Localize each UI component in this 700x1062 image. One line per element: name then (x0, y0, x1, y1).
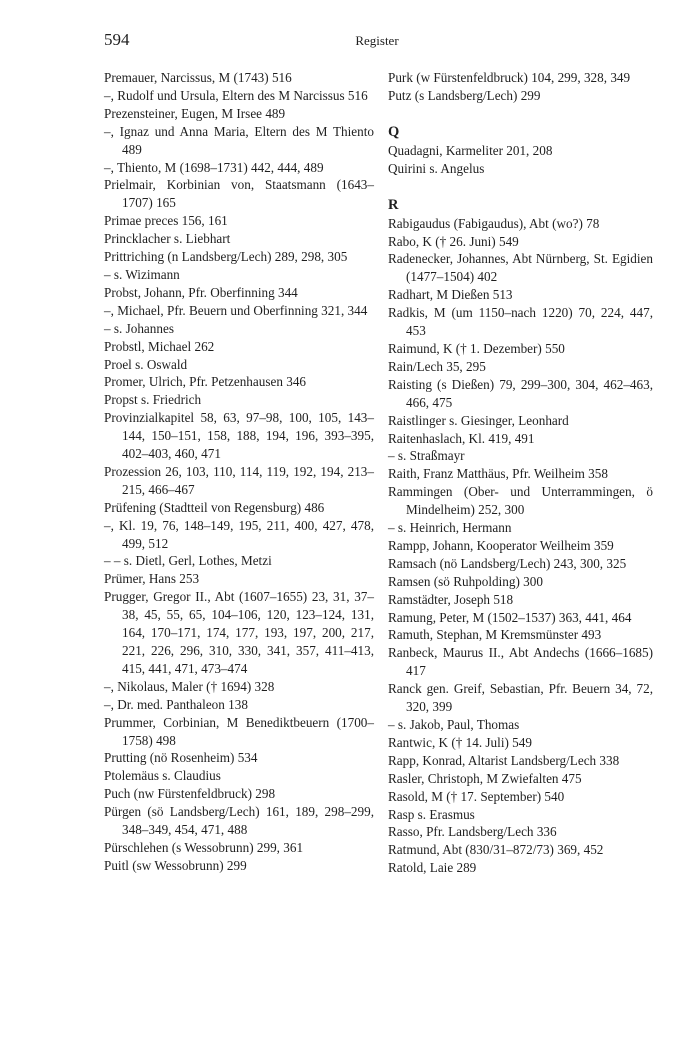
section-letter-q: Q (388, 123, 400, 140)
index-entry: Rasler, Christoph, M Zwiefalten 475 (388, 770, 582, 786)
index-entry: Rabigaudus (Fabigaudus), Abt (wo?) 78 (388, 215, 600, 231)
index-entry: – – s. Dietl, Gerl, Lothes, Metzi (104, 553, 272, 569)
page-header (104, 30, 650, 54)
right-column (388, 69, 653, 877)
index-entry: Radkis, M (um 1150–nach 1220) 70, 224, 447, 453 (388, 305, 653, 339)
index-entry: Provinzialkapitel 58, 63, 97–98, 100, 105, 143–144, 150–151, 158, 188, 194, 196, 393–395, 402–403, 460, 471 (104, 410, 374, 462)
index-entry: Princklacher s. Liebhart (104, 231, 231, 247)
index-entry: Raith, Franz Matthäus, Pfr. Weilheim 358 (388, 466, 608, 482)
index-entry: Propst s. Friedrich (104, 392, 202, 408)
index-entry: Purk (w Fürstenfeldbruck) 104, 299, 328, 349 (388, 70, 631, 85)
index-entry: Raisting (s Dießen) 79, 299–300, 304, 462–463, 466, 475 (388, 376, 653, 410)
index-entry: Ranck gen. Greif, Sebastian, Pfr. Beuern 34, 72, 320, 399 (388, 681, 653, 715)
index-entry: Radenecker, Johannes, Abt Nürnberg, St. Egidien (1477–1504) 402 (388, 251, 653, 285)
index-entry: Ramsach (nö Landsberg/Lech) 243, 300, 325 (388, 555, 627, 571)
index-entry: Rabo, K († 26. Juni) 549 (388, 233, 519, 249)
running-head: Register (355, 33, 399, 48)
index-entry: Prummer, Corbinian, M Benediktbeuern (1700–1758) 498 (104, 714, 374, 748)
index-entry: Raistlinger s. Giesinger, Leonhard (388, 412, 569, 428)
index-entry: Ranbeck, Maurus II., Abt Andechs (1666–1685) 417 (388, 645, 653, 679)
index-entry: Proel s. Oswald (104, 356, 188, 372)
index-entry: Rasold, M († 17. September) 540 (388, 788, 565, 804)
index-entry: Prezensteiner, Eugen, M Irsee 489 (104, 105, 286, 121)
index-entry: – s. Johannes (104, 320, 174, 336)
index-entry: – s. Straßmayr (388, 448, 465, 464)
index-entry: Prielmair, Korbinian von, Staatsmann (1643–1707) 165 (104, 177, 374, 211)
index-entry: –, Nikolaus, Maler († 1694) 328 (104, 678, 275, 694)
index-entry: Radhart, M Dießen 513 (388, 287, 513, 303)
index-entry: Premauer, Narcissus, M (1743) 516 (104, 70, 292, 85)
index-entry: –, Kl. 19, 76, 148–149, 195, 211, 400, 427, 478, 499, 512 (104, 517, 374, 551)
index-entry: Probst, Johann, Pfr. Oberfinning 344 (104, 284, 298, 300)
index-entry: Puitl (sw Wessobrunn) 299 (104, 857, 247, 873)
index-entry: Rasso, Pfr. Landsberg/Lech 336 (388, 824, 557, 840)
index-entry: Prüfening (Stadtteil von Regensburg) 486 (104, 499, 325, 515)
index-entry: Prugger, Gregor II., Abt (1607–1655) 23, 31, 37–38, 45, 55, 65, 104–106, 120, 123–124, 131, 164, 170–171, 174, 177, 193, 197, 200, 217, 221, 226, 296, 310, 330, 341, 357, 411–413, 415, 441, 471, 473–474 (104, 589, 374, 676)
index-entry: –, Ignaz und Anna Maria, Eltern des M Thiento 489 (104, 123, 374, 157)
index-entry: Promer, Ulrich, Pfr. Petzenhausen 346 (104, 374, 307, 390)
index-entry: – s. Jakob, Paul, Thomas (388, 717, 520, 732)
index-entry: Rammingen (Ober- und Unterrammingen, ö Mindelheim) 252, 300 (388, 484, 653, 518)
index-entry: Pürgen (sö Landsberg/Lech) 161, 189, 298–299, 348–349, 454, 471, 488 (104, 804, 374, 838)
index-entry: Ratold, Laie 289 (388, 860, 477, 876)
left-column (104, 69, 374, 875)
index-entry: Putz (s Landsberg/Lech) 299 (388, 87, 541, 103)
index-entry: –, Michael, Pfr. Beuern und Oberfinning 321, 344 (104, 302, 368, 318)
index-entry: Prozession 26, 103, 110, 114, 119, 192, 194, 213–215, 466–467 (104, 463, 374, 497)
index-entry: Ramstädter, Joseph 518 (388, 591, 514, 607)
page-number: 594 (104, 30, 130, 49)
index-entry: Prutting (nö Rosenheim) 534 (104, 750, 258, 766)
index-entry: Prittriching (n Landsberg/Lech) 289, 298, 305 (104, 249, 348, 265)
index-entry: Raitenhaslach, Kl. 419, 491 (388, 430, 535, 446)
index-entry: Puch (nw Fürstenfeldbruck) 298 (104, 786, 276, 802)
index-entry: Ramuth, Stephan, M Kremsmünster 493 (388, 627, 602, 643)
section-letter-r: R (388, 196, 399, 213)
index-entry: – s. Wizimann (104, 266, 180, 282)
index-entry: Rain/Lech 35, 295 (388, 358, 486, 374)
index-entry: –, Rudolf und Ursula, Eltern des M Narcissus 516 (104, 87, 368, 103)
index-entry: Primae preces 156, 161 (104, 213, 228, 229)
index-entry: –, Thiento, M (1698–1731) 442, 444, 489 (104, 159, 324, 175)
index-entry: Rampp, Johann, Kooperator Weilheim 359 (388, 537, 614, 553)
index-entry: Rapp, Konrad, Altarist Landsberg/Lech 338 (388, 752, 620, 768)
index-entry: – s. Heinrich, Hermann (388, 520, 512, 536)
index-entry: Ptolemäus s. Claudius (104, 768, 221, 784)
index-entry: Quadagni, Karmeliter 201, 208 (388, 142, 553, 158)
index-entry: Pürschlehen (s Wessobrunn) 299, 361 (104, 839, 304, 855)
index-entry: Quirini s. Angelus (388, 160, 485, 176)
index-entry: Ramung, Peter, M (1502–1537) 363, 441, 464 (388, 609, 632, 625)
index-entry: Rasp s. Erasmus (388, 806, 475, 822)
index-entry: –, Dr. med. Panthaleon 138 (104, 696, 248, 712)
index-entry: Ramsen (sö Ruhpolding) 300 (388, 573, 543, 589)
index-entry: Raimund, K († 1. Dezember) 550 (388, 340, 565, 356)
index-entry: Rantwic, K († 14. Juli) 549 (388, 734, 532, 750)
index-entry: Prümer, Hans 253 (104, 571, 200, 587)
index-entry: Ratmund, Abt (830/31–872/73) 369, 452 (388, 842, 604, 858)
index-entry: Probstl, Michael 262 (104, 338, 215, 354)
